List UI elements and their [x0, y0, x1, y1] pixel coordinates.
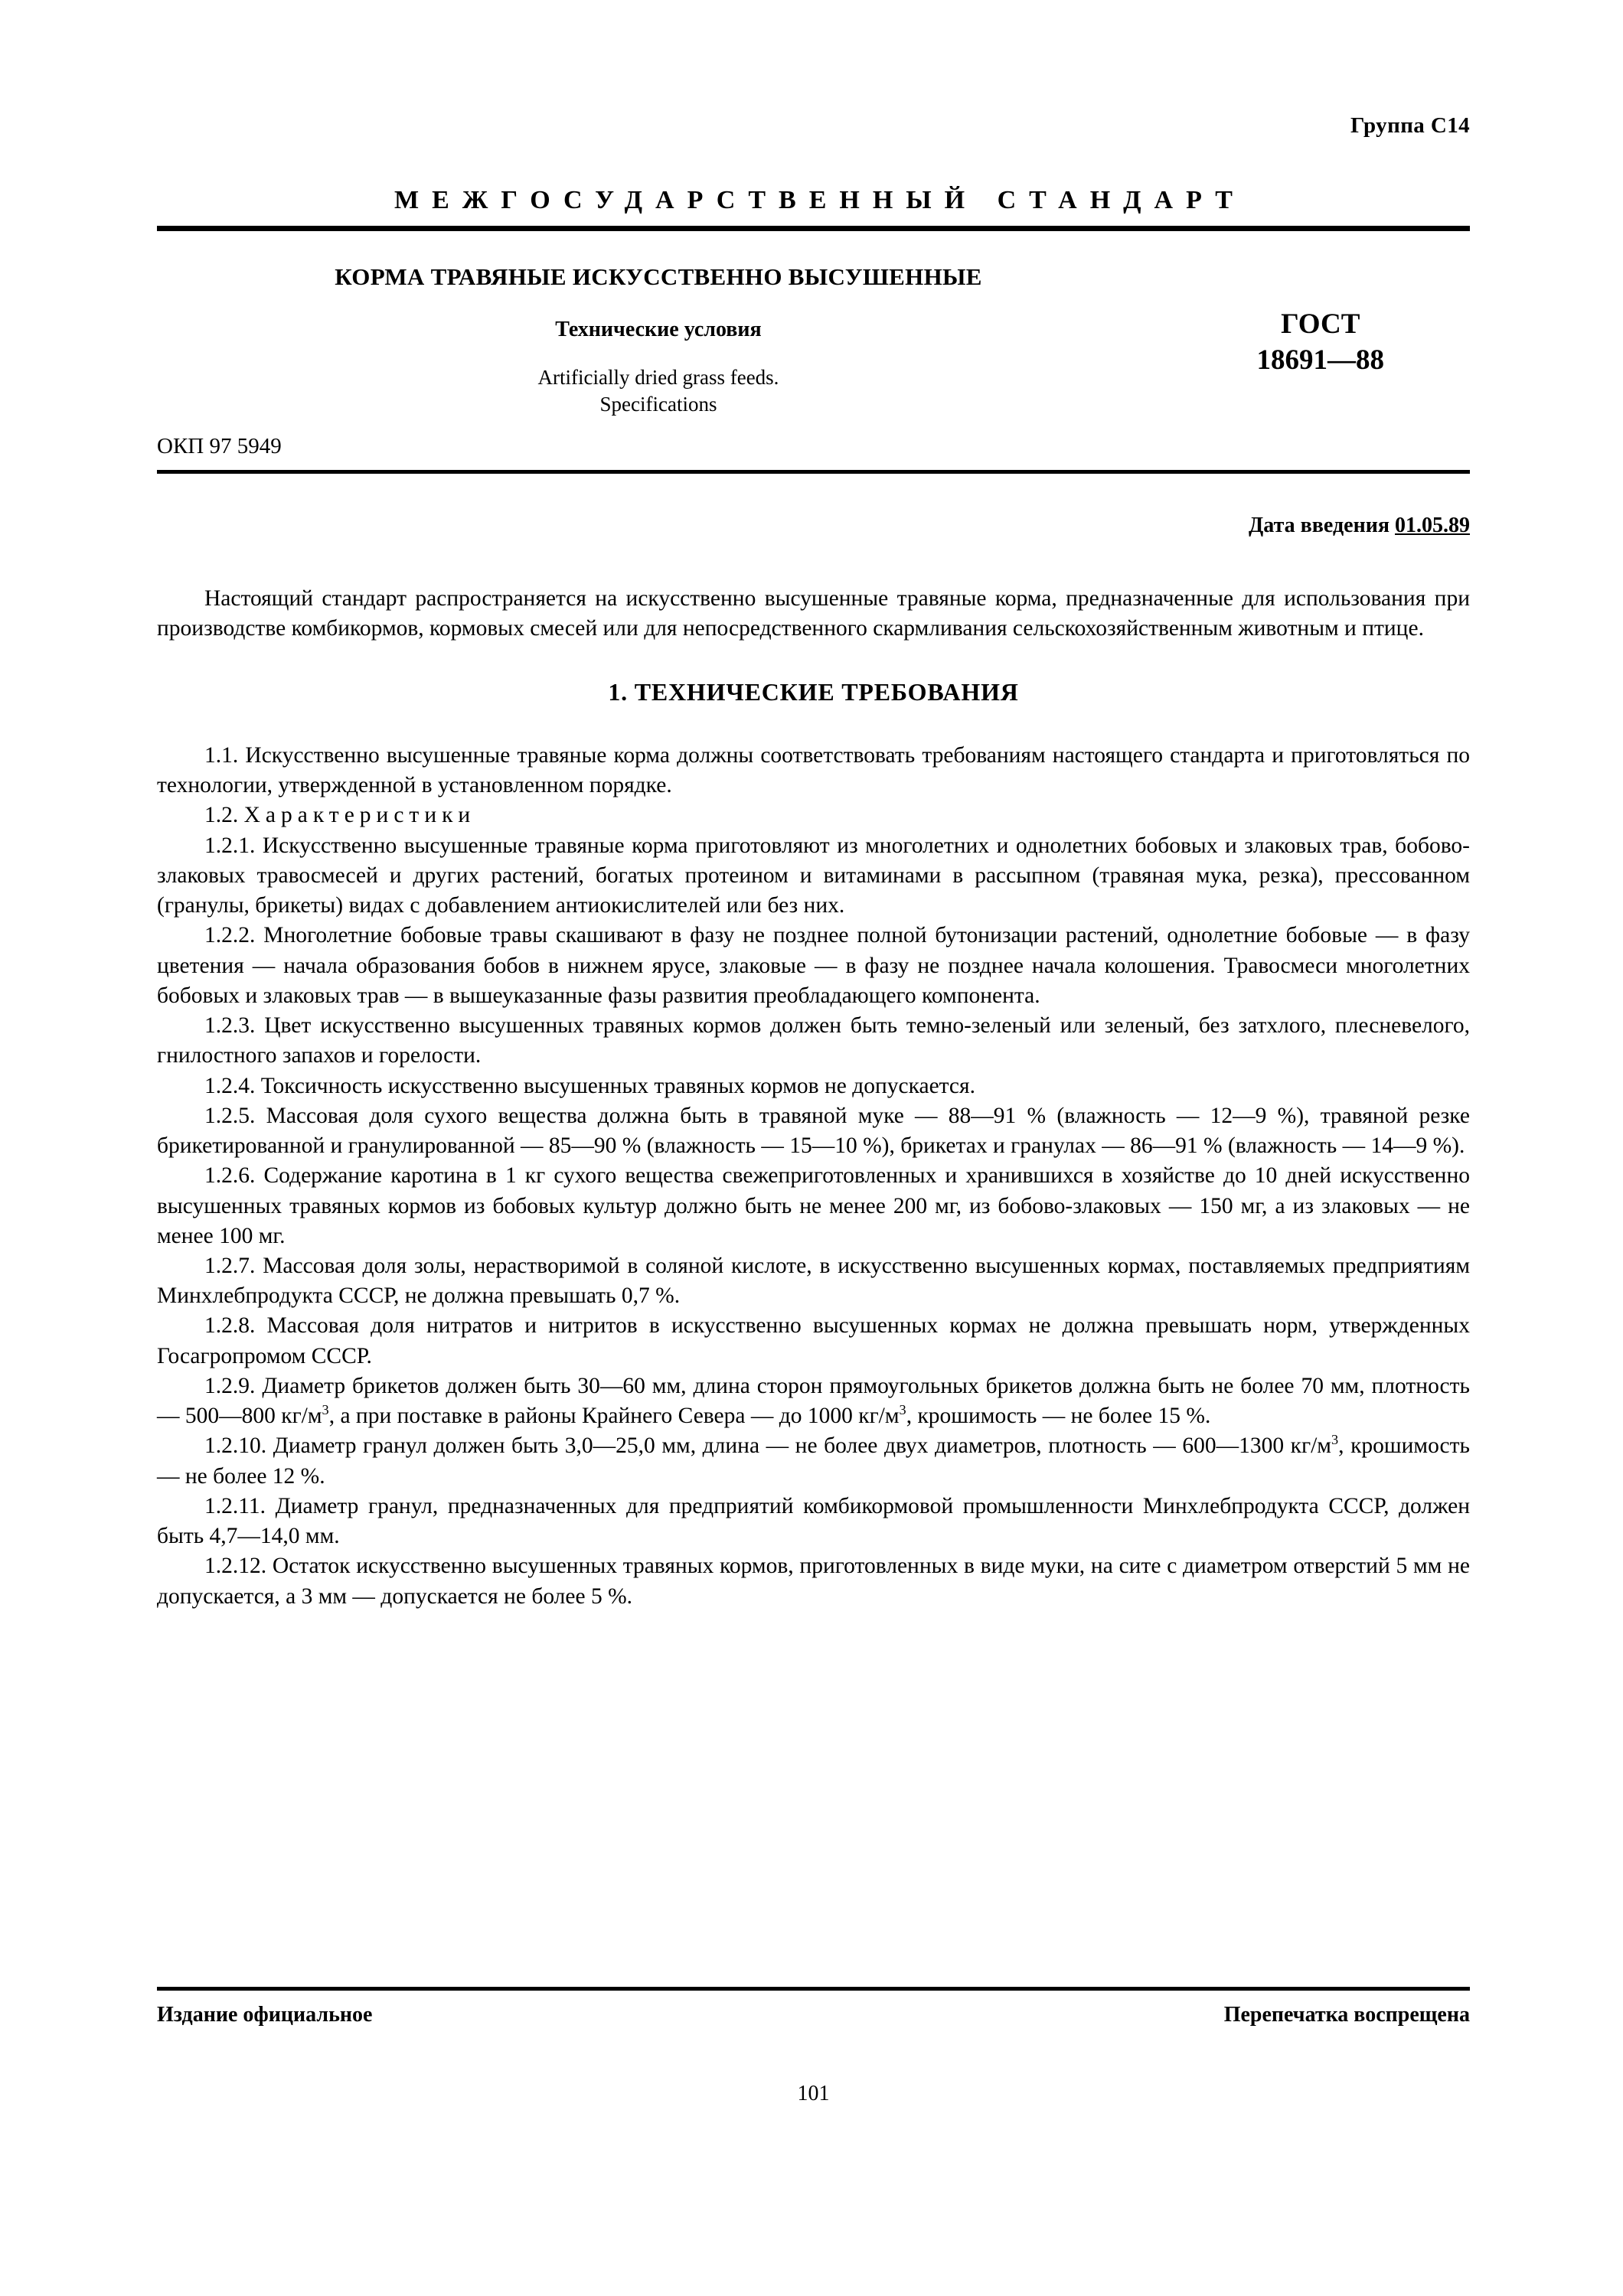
clause-number: 1.2.7.: [204, 1254, 256, 1278]
clause-text: Искусственно высушенные травяные корма приготовляют из многолетних и однолетних бобовых и злаковых трав, бобово-злаковых травосмесей и других растений, богатых протеином и витаминами в рассыпном (травяная мука, резка), прессованном (гранулы, брикеты) видах с добавлением антиокислителей или без них.: [157, 833, 1470, 918]
footer-left-note: Издание официальное: [157, 2003, 373, 2027]
title-block: [157, 231, 1470, 470]
page-number: 101: [797, 2082, 830, 2105]
superscript-exponent: 3: [899, 1402, 906, 1418]
footer-right-note: Перепечатка воспрещена: [1223, 2003, 1470, 2027]
okp-code: ОКП 97 5949: [157, 434, 282, 458]
clause-number: 1.2.10.: [204, 1433, 267, 1459]
document-subtitle: Технические условия: [555, 318, 762, 341]
footer-row: [157, 2003, 1470, 2027]
superscript-exponent: 3: [1331, 1432, 1339, 1448]
document-body: [157, 584, 1470, 1612]
effective-date-value: 01.05.89: [1395, 514, 1470, 537]
clause-number: 1.2.4.: [204, 1073, 256, 1098]
clause-1-2-2: [157, 921, 1470, 1011]
gost-number: 18691—88: [1256, 344, 1384, 377]
clause-number: 1.2.12.: [204, 1554, 267, 1579]
clause-text: Токсичность искусственно высушенных травяных кормов не допускается.: [260, 1073, 975, 1098]
clause-1-2-10: [157, 1431, 1470, 1491]
document-title-english: Artificially dried grass feeds.: [537, 366, 779, 389]
intro-paragraph: Настоящий стандарт распространяется на искусственно высушенные травяные корма, предназначенные для использования при производстве комбикормов, кормовых смесей или для непосредственного скармливания сельскохозяйственным животным и птице.: [157, 586, 1470, 641]
clause-number: 1.2.: [204, 803, 239, 828]
clause-1-1: [157, 741, 1470, 801]
clause-text-part: , а при поставке в районы Крайнего Севера — до 1000 кг/м: [328, 1404, 900, 1429]
clause-number: 1.2.1.: [204, 833, 256, 858]
gost-word: ГОСТ: [1281, 308, 1360, 340]
standard-kind-heading: МЕЖГОСУДАРСТВЕННЫЙ СТАНДАРТ: [394, 186, 1246, 214]
clause-label: Характеристики: [243, 803, 476, 828]
gost-designation: [1257, 306, 1385, 379]
clause-text: Многолетние бобовые травы скашивают в фазу не позднее полной бутонизации растений, однолетние бобовые — в фазу цветения — начала образования бобов в нижнем ярусе, злаковые — в фазу не позднее начала колошения. Травосмеси многолетних бобовых и злаковых трав — в вышеуказанные фазы развития преобладающего компонента.: [157, 923, 1470, 1008]
page-content: [157, 0, 1470, 1612]
clause-1-2-12: [157, 1551, 1470, 1611]
clause-text: Цвет искусственно высушенных травяных кормов должен быть темно-зеленый или зеленый, без затхлого, плесневелого, гнилостного запахов и горелости.: [157, 1013, 1471, 1068]
document-subtitle-english: Specifications: [599, 393, 717, 416]
clause-number: 1.2.6.: [204, 1163, 256, 1189]
clause-1-2-7: [157, 1251, 1470, 1311]
clause-text-part: Диаметр гранул должен быть 3,0—25,0 мм, длина — не более двух диаметров, плотность — 600—1300 кг/м: [273, 1433, 1331, 1459]
group-code: Группа С14: [1350, 113, 1470, 138]
clause-number: 1.1.: [204, 743, 239, 768]
clause-text: Массовая доля нитратов и нитритов в искусственно высушенных кормах не должна превышать норм, утвержденных Госагропромом СССР.: [157, 1313, 1471, 1368]
clause-text-part: Диаметр брикетов должен быть 30—60 мм, длина сторон прямоугольных брикетов должна быть не более 70 мм, плотность — 500—800 кг/м: [157, 1373, 1470, 1429]
clause-1-2: [157, 801, 1470, 830]
clause-text: Содержание каротина в 1 кг сухого вещества свежеприготовленных и хранившихся в хозяйстве до 10 дней искусственно высушенных травяных кормов из бобовых культур должно быть не менее 200 мг, из бобово-злаковых — 150 мг, а из злаковых — не менее 100 мг.: [157, 1163, 1470, 1248]
clause-text-part: , крошимость — не более 12 %.: [157, 1433, 1470, 1489]
clause-number: 1.2.11.: [204, 1493, 266, 1518]
clause-text-part: , крошимость — не более 15 %.: [906, 1404, 1211, 1429]
page-footer: [157, 1987, 1470, 2027]
document-title: КОРМА ТРАВЯНЫЕ ИСКУССТВЕННО ВЫСУШЕННЫЕ: [335, 263, 982, 290]
clause-1-2-8: [157, 1311, 1470, 1371]
clause-number: 1.2.5.: [204, 1103, 256, 1128]
clause-1-2-1: [157, 831, 1470, 921]
clause-1-2-11: [157, 1492, 1470, 1551]
clause-text: Остаток искусственно высушенных травяных кормов, приготовленных в виде муки, на сите с диаметром отверстий 5 мм не допускается, а 3 мм — допускается не более 5 %.: [157, 1554, 1470, 1609]
title-block-rule: [157, 470, 1470, 474]
clause-number: 1.2.9.: [204, 1373, 256, 1398]
clause-number: 1.2.8.: [204, 1313, 256, 1339]
clause-1-2-4: [157, 1071, 1470, 1101]
clause-1-2-9: [157, 1371, 1470, 1431]
clause-text: Массовая доля сухого вещества должна быть в травяной муке — 88—91 % (влажность — 12—9 %), травяной резке брикетированной и гранулированной — 85—90 % (влажность — 15—10 %), брикетах и гранулах — 86—91 % (влажность — 14—9 %).: [157, 1103, 1470, 1159]
effective-date: [157, 514, 1470, 538]
clause-text: Массовая доля золы, нерастворимой в соляной кислоте, в искусственно высушенных кормах, поставляемых предприятиям Минхлебпродукта СССР, не должна превышать 0,7 %.: [157, 1254, 1470, 1309]
effective-date-label: Дата введения: [1249, 514, 1390, 537]
clause-text: Диаметр гранул, предназначенных для предприятий комбикормовой промышленности Минхлебпродукта СССР, должен быть 4,7—14,0 мм.: [157, 1493, 1470, 1549]
clause-number: 1.2.2.: [204, 923, 256, 948]
clause-1-2-3: [157, 1011, 1470, 1071]
header-rule: [157, 226, 1470, 231]
footer-rule: [157, 1987, 1470, 1991]
clause-number: 1.2.3.: [204, 1013, 256, 1039]
clause-text: Искусственно высушенные травяные корма должны соответствовать требованиям настоящего стандарта и приготовляться по технологии, утвержденной в установленном порядке.: [157, 743, 1470, 798]
clause-1-2-6: [157, 1161, 1470, 1251]
section-heading-1: 1. ТЕХНИЧЕСКИЕ ТРЕБОВАНИЯ: [608, 678, 1019, 706]
clause-1-2-5: [157, 1101, 1470, 1161]
superscript-exponent: 3: [322, 1402, 329, 1418]
